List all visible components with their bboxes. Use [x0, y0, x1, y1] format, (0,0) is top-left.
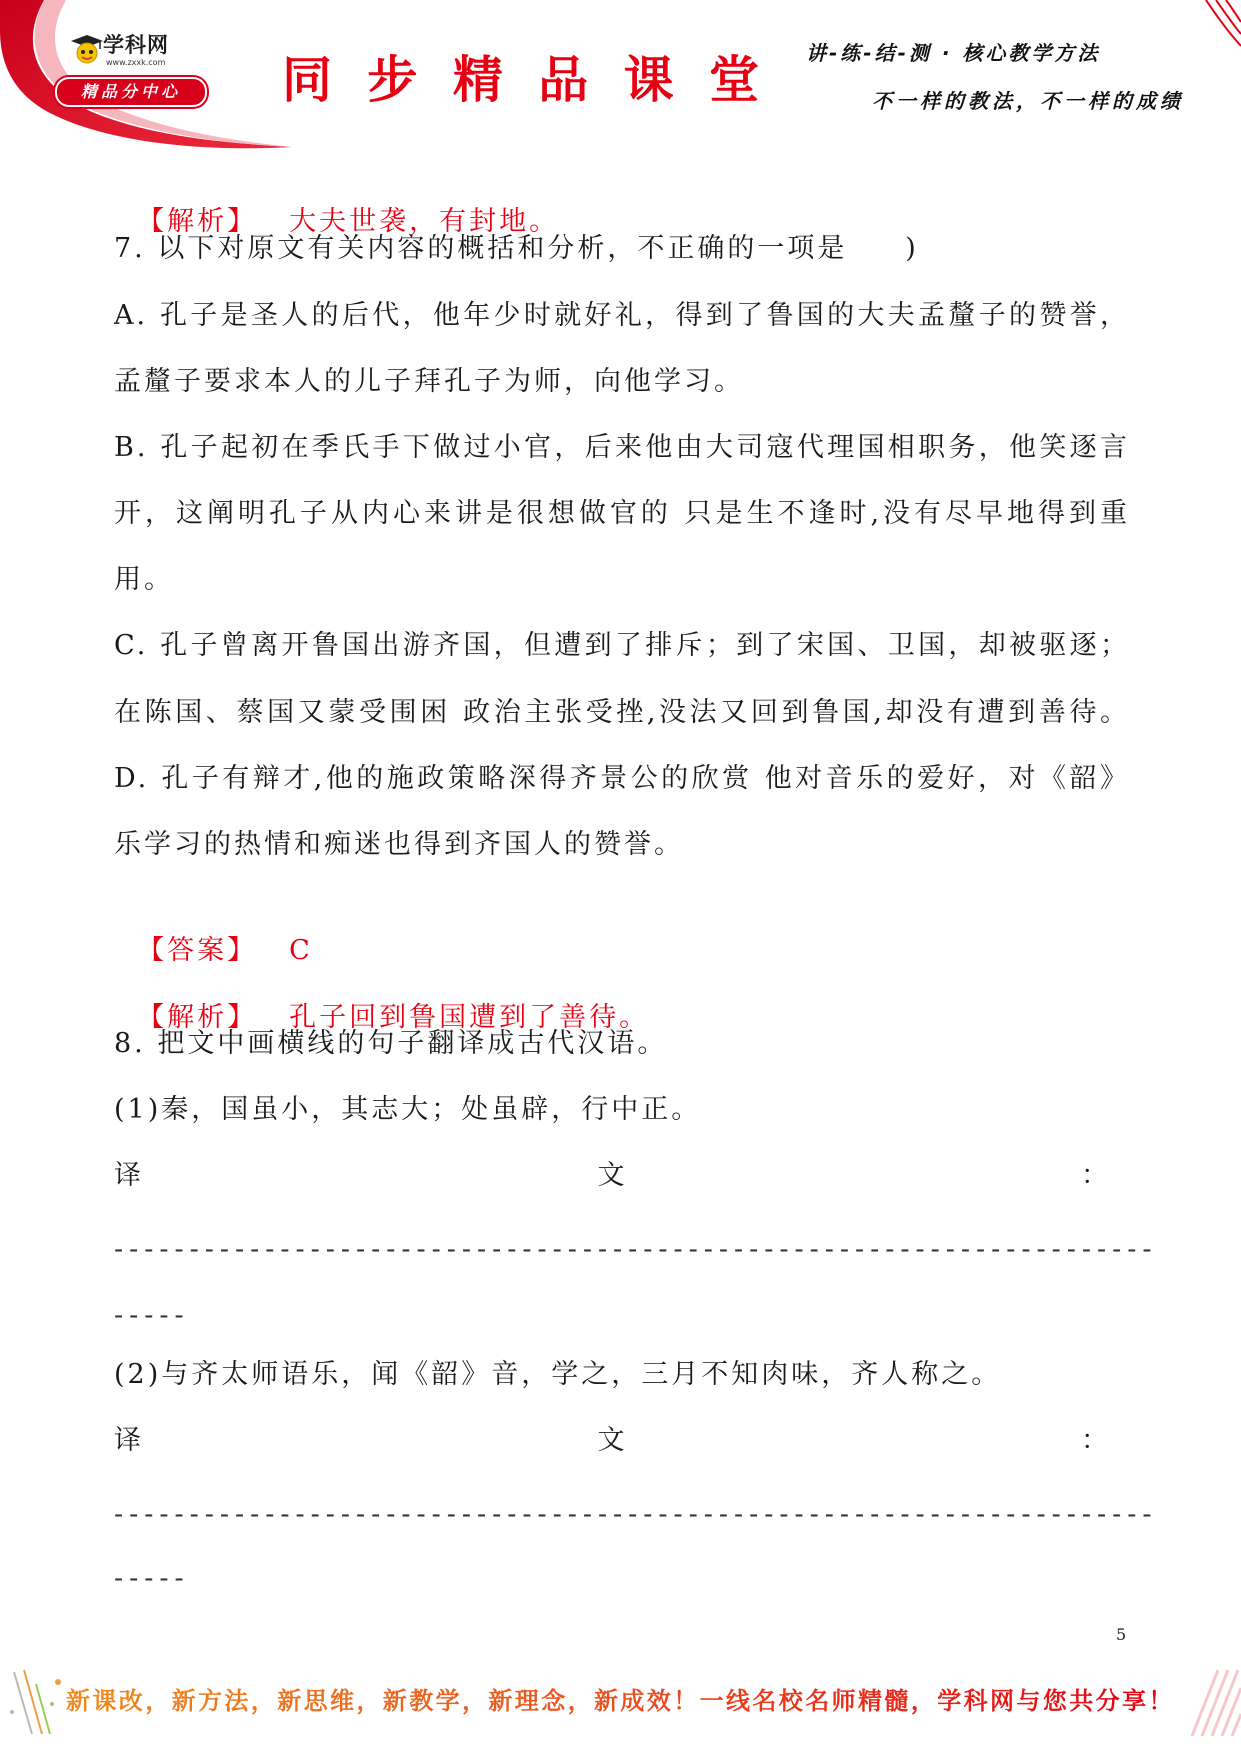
logo-name: 学科网	[103, 33, 169, 57]
translation-label-row	[114, 1421, 1108, 1461]
q8-stem: 8. 把文中画横线的句子翻译成古代汉语。	[114, 1028, 668, 1059]
analysis-text: 孔子回到鲁国遭到了善待。	[289, 1002, 650, 1033]
footer-left-decoration	[6, 1664, 66, 1740]
q7-option-c-line-1: C. 孔子曾离开鲁国出游齐国，但遭到了排斥；到了宋国、卫国，却被驱逐；	[114, 630, 1130, 661]
logo-url: www.zxxk.com	[106, 58, 166, 67]
answer-blank-tail: -----	[114, 1563, 190, 1594]
footer-right-decoration	[1188, 1664, 1241, 1740]
q8-sentence-2: (2)与齐太师语乐，闻《韶》音，学之，三月不知肉味，齐人称之。	[114, 1359, 1002, 1390]
translation-label-colon: ：	[1081, 1425, 1108, 1456]
q7-stem: 7. 以下对原文有关内容的概括和分析，不正确的一项是 )	[114, 233, 919, 264]
translation-label-colon: ：	[1081, 1160, 1108, 1191]
analysis-text: 大夫世袭，有封地。	[289, 206, 560, 237]
tagline-bottom: 不一样的教法，不一样的成绩	[872, 89, 1184, 113]
page-title: 同 步 精 品 课 堂	[282, 50, 769, 109]
badge: 精品分中心	[55, 77, 207, 107]
translation-label-char: 文	[597, 1425, 625, 1456]
q8-sentence-1: (1)秦，国虽小，其志大；处虽辟，行中正。	[114, 1094, 702, 1125]
answer-blank-line: ---------------------------------------------------------------------	[114, 1499, 1158, 1530]
answer-text: C	[289, 935, 313, 966]
translation-label-char: 文	[597, 1160, 625, 1191]
q7-option-d-line-1: D. 孔子有辩才,他的施政策略深得齐景公的欣赏 他对音乐的爱好，对《韶》	[114, 763, 1130, 794]
q7-option-d-line-2: 乐学习的热情和痴迷也得到齐国人的赞誉。	[114, 829, 684, 860]
tagline-top: 讲-练-结-测 · 核心教学方法	[806, 41, 1101, 65]
mascot-icon	[70, 33, 104, 65]
footer-slogan: 新课改，新方法，新思维，新教学，新理念，新成效！一线名校名师精髓，学科网与您共分享！	[66, 1684, 1175, 1718]
q7-option-b-line-2: 开，这阐明孔子从内心来讲是很想做官的 只是生不逢时,没有尽早地得到重	[114, 498, 1130, 529]
analysis-label: 【解析】	[137, 1002, 258, 1033]
q7-option-c-line-2: 在陈国、蔡国又蒙受围困 政治主张受挫,没法又回到鲁国,却没有遭到善待。	[114, 697, 1130, 728]
q7-option-b-line-3: 用。	[114, 564, 174, 595]
q7-option-a-line-1: A. 孔子是圣人的后代，他年少时就好礼，得到了鲁国的大夫孟釐子的赞誉，	[114, 300, 1130, 331]
translation-label-char: 译	[114, 1425, 141, 1456]
translation-label-char: 译	[114, 1160, 141, 1191]
page-number: 5	[1116, 1625, 1127, 1644]
q7-option-b-line-1: B. 孔子起初在季氏手下做过小官，后来他由大司寇代理国相职务，他笑逐言	[114, 432, 1130, 463]
answer-blank-line: ---------------------------------------------------------------------	[114, 1234, 1158, 1265]
q7-option-a-line-2: 孟釐子要求本人的儿子拜孔子为师，向他学习。	[114, 366, 744, 397]
analysis-label: 【解析】	[137, 206, 258, 237]
corner-decoration	[1186, 0, 1241, 60]
translation-label-row	[114, 1156, 1108, 1196]
answer-blank-tail: -----	[114, 1300, 190, 1331]
answer-label: 【答案】	[137, 935, 258, 966]
